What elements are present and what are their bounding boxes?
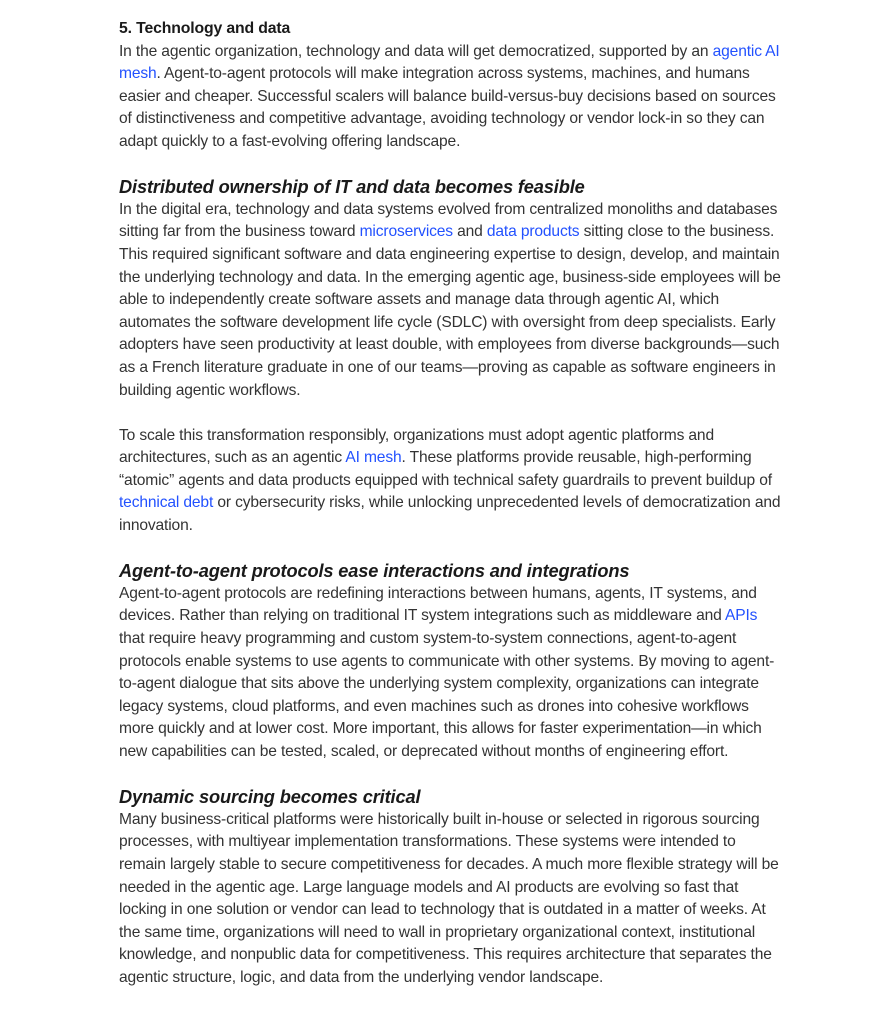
article-body xyxy=(119,18,781,990)
paragraph xyxy=(119,425,781,538)
paragraph-text: Agent-to-agent protocols are redefining interactions between humans, agents, IT systems, and devices. Rather than relying on traditional IT system integrations such as middleware and xyxy=(119,584,757,625)
subsection-agent-protocols xyxy=(119,560,781,763)
link-technical-debt[interactable]: technical debt xyxy=(119,494,214,512)
paragraph-text: . These platforms provide reusable, high-performing “atomic” agents and data products equipped with technical safety guardrails to prevent buildup of xyxy=(119,449,772,489)
section-technology-and-data xyxy=(119,18,781,154)
subsection-distributed-ownership xyxy=(119,176,781,538)
intro-text-2: . Agent-to-agent protocols will make integration across systems, machines, and humans easier and cheaper. Successful scalers will balance build-versus-buy decisions based on sources of distinctiveness and competitive advantage, avoiding technology or vendor lock-in so they can adapt quickly to a fast-evolving offering landscape. xyxy=(119,65,776,150)
link-microservices[interactable]: microservices xyxy=(359,223,453,241)
paragraph xyxy=(119,199,781,402)
link-data-products[interactable]: data products xyxy=(486,223,580,241)
paragraph-text: and xyxy=(452,223,487,241)
subsection-title: Dynamic sourcing becomes critical xyxy=(119,786,421,808)
intro-text-1: In the agentic organization, technology and data will get democratized, supported by an xyxy=(119,42,713,60)
link-ai-mesh[interactable]: AI mesh xyxy=(345,449,402,467)
intro-paragraph xyxy=(119,41,781,154)
paragraph-text: In the digital era, technology and data systems evolved from centralized monoliths and databases sitting far from the business toward xyxy=(119,200,778,241)
subsection-title: Agent-to-agent protocols ease interactions and integrations xyxy=(119,560,630,582)
paragraph xyxy=(119,809,781,990)
link-agentic-ai-mesh[interactable]: agentic AI mesh xyxy=(119,42,780,83)
paragraph-text: or cybersecurity risks, while unlocking unprecedented levels of democratization and innovation. xyxy=(119,494,781,535)
paragraph-text: Many business-critical platforms were historically built in-house or selected in rigorous sourcing processes, with multiyear implementation transformations. These systems were intended to remain largely stable to secure competitiveness for decades. A much more flexible strategy will be needed in the agentic age. Large language models and AI products are evolving so fast that locking in one solution or vendor can lead to technology that is outdated in a matter of weeks. At the same time, organizations will need to wall in proprietary organizational context, institutional knowledge, and nonpublic data for competitiveness. This requires architecture that separates the agentic structure, logic, and data from the underlying vendor landscape. xyxy=(119,810,779,986)
paragraph-text: that require heavy programming and custom system-to-system connections, agent-to-agent protocols enable systems to use agents to communicate with other systems. By moving to agent-to-agent dialogue that sits above the underlying system complexity, organizations can integrate legacy systems, cloud platforms, and even machines such as drones into cohesive workflows more quickly and at lower cost. More important, this allows for faster experimentation—in which new capabilities can be tested, scaled, or deprecated without months of engineering effort. xyxy=(119,630,775,760)
paragraph xyxy=(119,583,781,764)
paragraph-text: To scale this transformation responsibly, organizations must adopt agentic platforms and architectures, such as an agentic xyxy=(119,426,714,467)
link-apis[interactable]: APIs xyxy=(724,607,758,625)
paragraph-text: sitting close to the business. This required significant software and data engineering expertise to design, develop, and maintain the underlying technology and data. In the emerging agentic age, business-side employees will be able to independently create software assets and manage data through agentic AI, which automates the software development life cycle (SDLC) with oversight from deep specialists. Early adopters have seen productivity at least double, with employees from diverse backgrounds—such as a French literature graduate in one of our teams—proving as capable as software engineers in building agentic workflows. xyxy=(119,223,781,399)
section-title: 5. Technology and data xyxy=(119,20,291,37)
subsection-dynamic-sourcing xyxy=(119,786,781,989)
subsection-title: Distributed ownership of IT and data becomes feasible xyxy=(119,176,585,198)
